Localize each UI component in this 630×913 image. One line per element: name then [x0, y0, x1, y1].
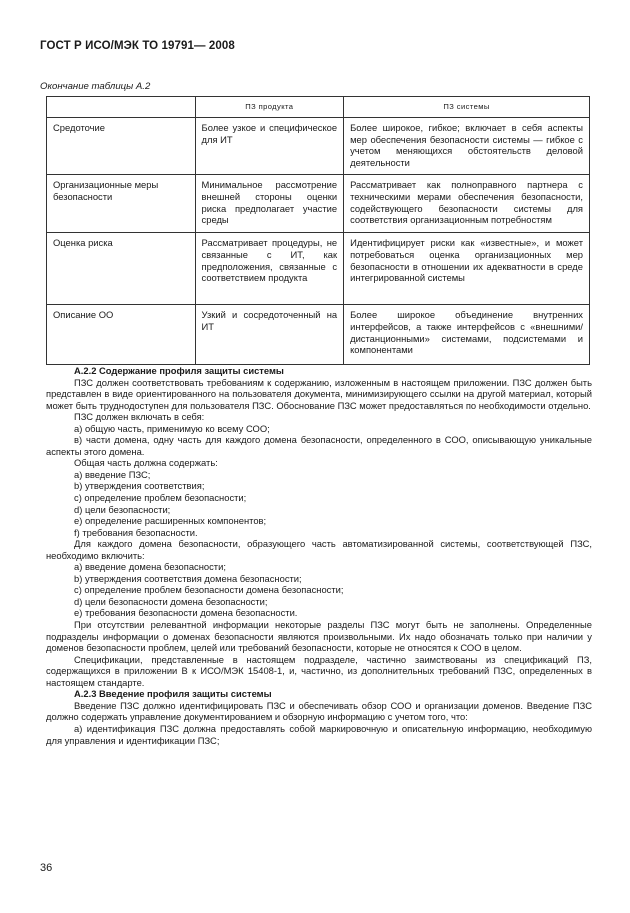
- system-pp-cell: Идентифицирует риски как «известные», и может потребоваться оценка организационных мер безопасности в отношении их адекватности в среде интегрированной системы: [344, 233, 590, 305]
- product-pp-cell: Рассматривает процедуры, не связанные с ИТ, как предположения, связанные с соответствием продукта: [195, 233, 344, 305]
- column-header-system: ПЗ системы: [344, 97, 590, 118]
- column-header-empty: [47, 97, 196, 118]
- paragraph: в) части домена, одну часть для каждого домена безопасности, определенного в СОО, описывающую уникальные аспекты этого домена.: [46, 434, 592, 457]
- paragraph: а) идентификация ПЗС должна предоставлять собой маркировочную и описательную информацию, необходимую для управления и идентификации ПЗС;: [46, 722, 592, 746]
- product-pp-cell: Более узкое и специфическое для ИТ: [195, 118, 344, 175]
- row-name-cell: Средоточие: [47, 118, 196, 175]
- list-item: e) требования безопасности домена безопасности.: [74, 607, 298, 619]
- product-pp-cell: Узкий и сосредоточенный на ИТ: [195, 305, 344, 365]
- table-caption: Окончание таблицы А.2: [40, 81, 151, 92]
- list-item: d) цели безопасности;: [74, 503, 171, 515]
- paragraph: Спецификации, представленные в настоящем подразделе, частично заимствованы из спецификаций ПЗ, содержащихся в приложении В к ИСО/МЭК 15408-1, и, частично, из дополнительных требований ПЗС, определенных в настоящем стандарте.: [46, 653, 592, 688]
- section-heading: А.2.2 Содержание профиля защиты системы: [74, 365, 284, 376]
- list-item: b) утверждения соответствия;: [74, 480, 205, 492]
- body-text: [46, 365, 592, 746]
- row-name-cell: Организационные меры безопасности: [47, 175, 196, 233]
- row-name-cell: Описание ОО: [47, 305, 196, 365]
- paragraph: Введение ПЗС должно идентифицировать ПЗС и обеспечивать обзор СОО и организации доменов. Введение ПЗС должно содержать управление документированием и обзорную информацию с учетом того, что:: [46, 699, 592, 723]
- list-item: f) требования безопасности.: [74, 526, 198, 538]
- list-item: b) утверждения соответствия домена безопасности;: [74, 572, 302, 584]
- paragraph: Общая часть должна содержать:: [74, 457, 218, 469]
- list-item: a) введение ПЗС;: [74, 468, 151, 480]
- table-row: [47, 305, 590, 365]
- table-header-row: [47, 97, 590, 118]
- table-row: [47, 233, 590, 305]
- list-item: c) определение проблем безопасности домена безопасности;: [74, 584, 344, 596]
- row-name-cell: Оценка риска: [47, 233, 196, 305]
- system-pp-cell: Рассматривает как полноправного партнера с техническими мерами обеспечения безопасности, содействующего безопасности системы для соответствия организационным потребностям: [344, 175, 590, 233]
- comparison-table: [46, 96, 590, 365]
- page-header: ГОСТ Р ИСО/МЭК ТО 19791— 2008: [40, 40, 235, 52]
- list-item: d) цели безопасности домена безопасности;: [74, 595, 268, 607]
- list-item: a) введение домена безопасности;: [74, 561, 226, 573]
- product-pp-cell: Минимальное рассмотрение внешней стороны оценки риска предполагает участие среды: [195, 175, 344, 233]
- list-item: c) определение проблем безопасности;: [74, 492, 247, 504]
- system-pp-cell: Более широкое, гибкое; включает в себя аспекты мер обеспечения безопасности системы — гибкое с учетом меняющихся обстоятельств деловой деятельности: [344, 118, 590, 175]
- paragraph: При отсутствии релевантной информации некоторые разделы ПЗС могут быть не заполнены. Определенные подразделы информации о доменах безопасности являются произвольными. Их надо обозначать только при наличии у доменов безопасности проблем, целей или требований безопасности, которые не относятся к СОО в целом.: [46, 619, 592, 654]
- paragraph: ПЗС должен соответствовать требованиям к содержанию, изложенным в настоящем приложении. ПЗС должен быть представлен в виде ориентированного на пользователя документа, минимизирующего ссылки на другой материал, который может быть труднодоступен для пользователя ПЗС. Обоснование ПЗС может предоставляться по необходимости отдельно.: [46, 376, 592, 411]
- paragraph: Для каждого домена безопасности, образующего часть автоматизированной системы, соответствующей ПЗС, необходимо включить:: [46, 538, 592, 561]
- section-heading: А.2.3 Введение профиля защиты системы: [74, 688, 272, 700]
- table-row: [47, 175, 590, 233]
- system-pp-cell: Более широкое объединение внутренних интерфейсов, а также интерфейсов с «внешними/дистанционными» системами, подсистемами и компонентами: [344, 305, 590, 365]
- paragraph: ПЗС должен включать в себя:: [74, 411, 205, 423]
- table-row: [47, 118, 590, 175]
- list-item: e) определение расширенных компонентов;: [74, 515, 267, 527]
- list-item: а) общую часть, применимую ко всему СОО;: [74, 422, 270, 434]
- page-number: 36: [40, 862, 53, 874]
- column-header-product: ПЗ продукта: [195, 97, 344, 118]
